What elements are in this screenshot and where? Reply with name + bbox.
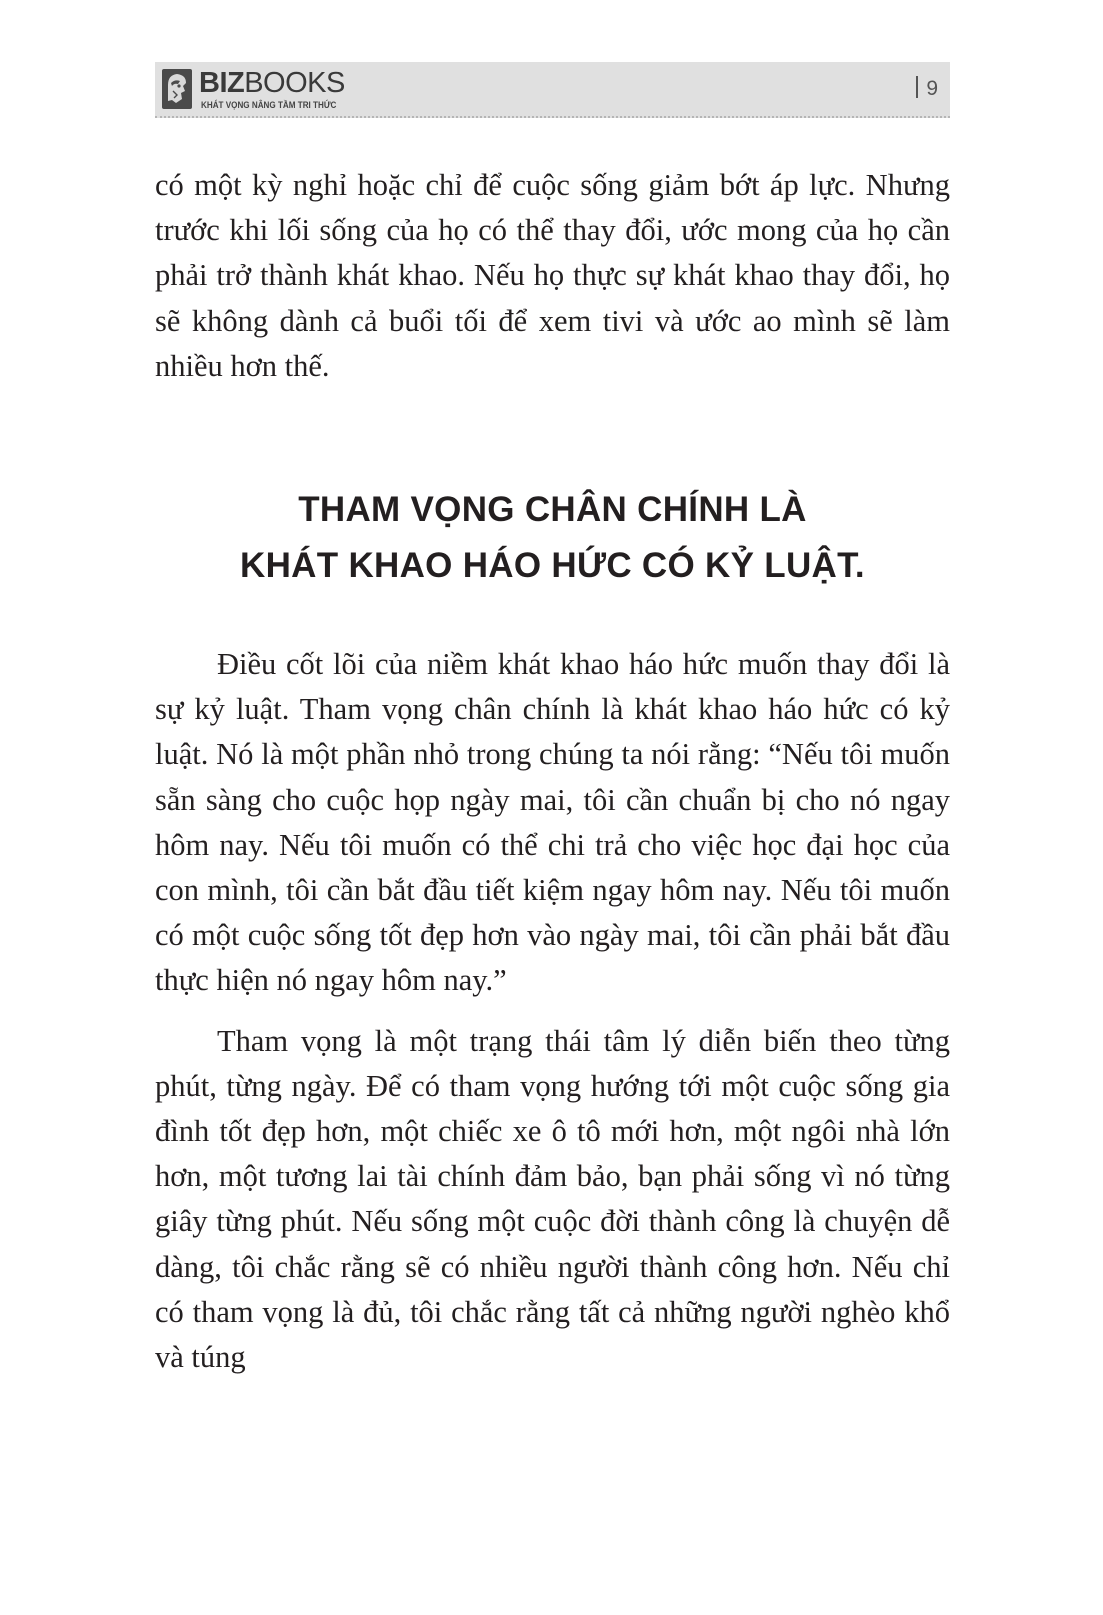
heading-line-1: THAM VỌNG CHÂN CHÍNH LÀ	[298, 490, 807, 530]
page-body	[155, 163, 950, 1380]
section-heading	[155, 482, 950, 594]
heading-line-2: KHÁT KHAO HÁO HỨC CÓ KỶ LUẬT.	[240, 546, 865, 586]
running-header	[155, 62, 950, 118]
publisher-tagline: KHÁT VỌNG NÂNG TẦM TRI THỨC	[201, 100, 337, 110]
logo-name-light: BOOKS	[244, 67, 345, 99]
paragraph-2: Điều cốt lõi của niềm khát khao háo hức muốn thay đổi là sự kỷ luật. Tham vọng chân chính là khát khao háo hức có kỷ luật. Nó là một phần nhỏ trong chúng ta nói rằng: “Nếu tôi muốn sẵn sàng cho cuộc họp ngày mai, tôi cần chuẩn bị cho nó ngay hôm nay. Nếu tôi muốn có thể chi trả cho việc học đại học của con mình, tôi cần bắt đầu tiết kiệm ngay hôm nay. Nếu tôi muốn có một cuộc sống tốt đẹp hơn vào ngày mai, tôi cần phải bắt đầu thực hiện nó ngay hôm nay.”	[155, 647, 950, 998]
page-number-divider	[916, 76, 918, 98]
publisher-logo-name	[199, 68, 345, 98]
paragraph-1: có một kỳ nghỉ hoặc chỉ để cuộc sống giảm bớt áp lực. Nhưng trước khi lối sống của họ có thể thay đổi, ước mong của họ cần phải trở thành khát khao. Nếu họ thực sự khát khao thay đổi, họ sẽ không dành cả buổi tối để xem tivi và ước ao mình sẽ làm nhiều hơn thế.	[155, 168, 950, 383]
page-number-value: 9	[926, 77, 938, 100]
logo-name-bold: BIZ	[199, 67, 245, 99]
lion-head-icon	[162, 69, 192, 109]
page-number	[916, 76, 938, 102]
paragraph-3: Tham vọng là một trạng thái tâm lý diễn biến theo từng phút, từng ngày. Để có tham vọng hướng tới một cuộc sống gia đình tốt đẹp hơn, một chiếc xe ô tô mới hơn, một ngôi nhà lớn hơn, một tương lai tài chính đảm bảo, bạn phải sống vì nó từng giây từng phút. Nếu sống một cuộc đời thành công là chuyện dễ dàng, tôi chắc rằng sẽ có nhiều người thành công hơn. Nếu chỉ có tham vọng là đủ, tôi chắc rằng tất cả những người nghèo khổ và túng	[155, 1023, 950, 1375]
